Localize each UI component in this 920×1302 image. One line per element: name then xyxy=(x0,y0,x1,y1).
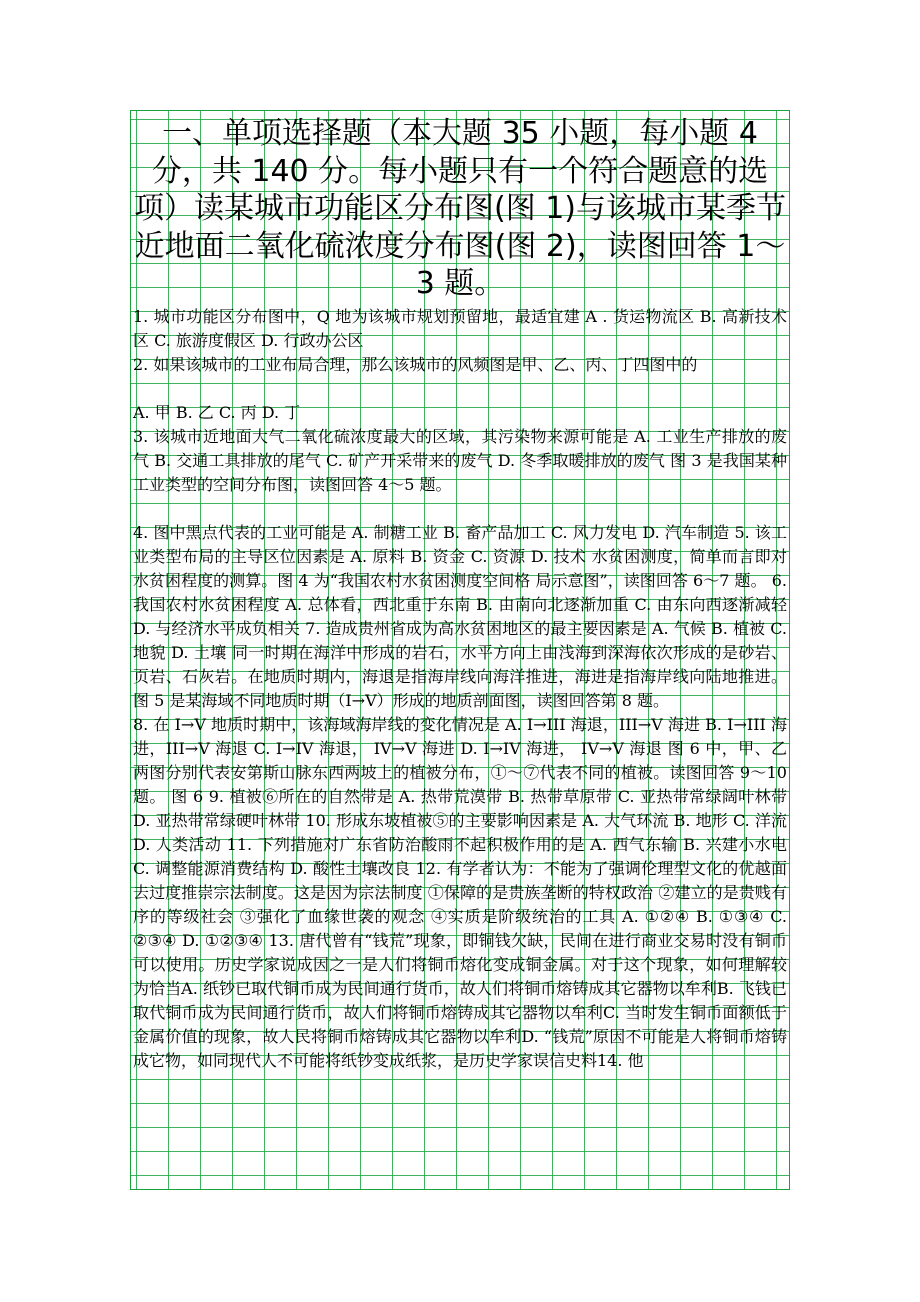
blank-line xyxy=(133,497,787,521)
heading-text: 一、单项选择题（本大题 35 小题，每小题 4 分，共 140 分。每小题只有一个符合题意的选项）读某城市功能区分布图(图 1)与该城市某季节近地面二氧化硫浓度分布图(图 2)，读图回答 1～3 题。 xyxy=(133,116,787,301)
document-body xyxy=(131,303,789,1073)
question-1: 1. 城市功能区分布图中，Q 地为该城市规划预留地，最适宜建 A . 货运物流区 B. 高新技术区 C. 旅游度假区 D. 行政办公区 xyxy=(133,306,787,350)
questions-8-14: 8. 在 I→V 地质时期中，该海域海岸线的变化情况是 A. I→III 海退，III→V 海进 B. I→III 海进，III→V 海退 C. I→IV 海退， IV→V 海进 D. I→IV 海进， IV→V 海退 图 6 中，甲、乙两图分别代表安第斯山脉东西两坡上的植被分布，①～⑦代表不同的植被。读图回答 9～10 题。 图 6 9. 植被⑥所在的自然带是 A. 热带荒漠带 B. 热带草原带 C. 亚热带常绿阔叶林带 D. 亚热带常绿硬叶林带 10. 形成东坡植被⑤的主要影响因素是 A. 大气环流 B. 地形 C. 洋流 D. 人类活动 11. 下列措施对广东省防治酸雨不起积极作用的是 A. 西气东输 B. 兴建小水电 C. 调整能源消费结构 D. 酸性土壤改良 12. 有学者认为：不能为了强调伦理型文化的优越面去过度推崇宗法制度。这是因为宗法制度 ①保障的是贵族垄断的特权政治 ②建立的是贵贱有序的等级社会 ③强化了血缘世袭的观念 ④实质是阶级统治的工具 A. ①②④ B. ①③④ C. ②③④ D. ①②③④ 13. 唐代曾有“钱荒”现象，即铜钱欠缺，民间在进行商业交易时没有铜币可以使用。历史学家说成因之一是人们将铜币熔化变成铜金属。对于这个现象，如何理解较为恰当A. 纸钞已取代铜币成为民间通行货币，故人们将铜币熔铸成其它器物以牟利B. 飞钱已取代铜币成为民间通行货币，故人们将铜币熔铸成其它器物以牟利C. 当时发生铜币面额低于金属价值的现象，故人民将铜币熔铸成其它器物以牟利D. “钱荒”原因不可能是人将铜币熔铸成它物，如同现代人不可能将纸钞变成纸浆，是历史学家误信史料14. 他 xyxy=(133,714,787,1070)
question-2-options: A. 甲 B. 乙 C. 丙 D. 丁 xyxy=(133,402,301,422)
question-2: 2. 如果该城市的工业布局合理，那么该城市的风频图是甲、乙、丙、丁四图中的 xyxy=(133,354,698,374)
blank-line xyxy=(133,377,787,401)
questions-4-8-intro: 4. 图中黑点代表的工业可能是 A. 制糖工业 B. 畜产品加工 C. 风力发电 D. 汽车制造 5. 该工业类型布局的主导区位因素是 A. 原料 B. 资金 C. 资源 D. 技术 水贫困测度，简单而言即对水贫困程度的测算。图 4 为“我国农村水贫困测度空间格 局示意图”，读图回答 6～7 题。 6. 我国农村水贫困程度 A. 总体看，西北重于东南 B. 由南向北逐渐加重 C. 由东向西逐渐减轻 D. 与经济水平成负相关 7. 造成贵州省成为高水贫困地区的最主要因素是 A. 气候 B. 植被 C. 地貌 D. 土壤 同一时期在海洋中形成的岩石，水平方向上由浅海到深海依次形成的是砂岩、页岩、石灰岩。在地质时期内，海退是指海岸线向海洋推进，海进是指海岸线向陆地推进。图 5 是某海域不同地质时期（I→V）形成的地质剖面图，读图回答第 8 题。 xyxy=(133,522,787,710)
document-page xyxy=(130,110,790,1190)
question-3: 3. 该城市近地面大气二氧化硫浓度最大的区域，其污染物来源可能是 A. 工业生产排放的废气 B. 交通工具排放的尾气 C. 矿产开采带来的废气 D. 冬季取暖排放的废气 图 3 是我国某种工业类型的空间分布图，读图回答 4～5 题。 xyxy=(133,426,787,494)
section-heading xyxy=(131,111,789,303)
